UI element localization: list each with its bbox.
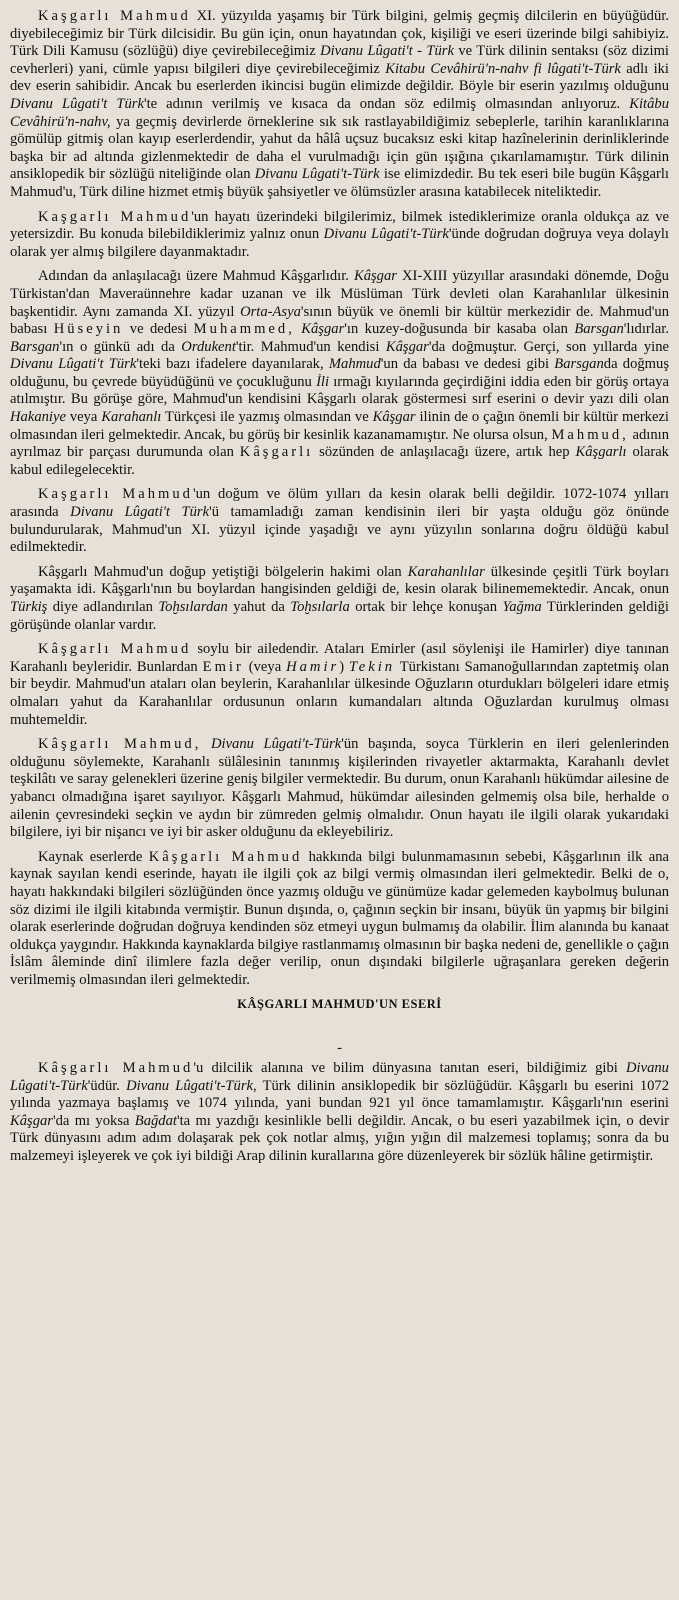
text: 'da doğmuştur. Gerçi, son yıllarda yine <box>428 338 670 355</box>
place-name: Orta-Asya <box>240 303 301 320</box>
paragraph-family <box>10 641 669 729</box>
text: 'un da babası ve dedesi gibi <box>380 356 555 373</box>
text: 'ın kuzey-doğusunda bir kasaba olan <box>344 321 575 338</box>
text: olarak kabul edilegelecektir. <box>10 444 669 478</box>
text: 'da mı yoksa <box>52 1112 135 1129</box>
author-name: Kâşgarlı Mahmud <box>38 1060 194 1077</box>
text: Türklerinden geldiği görüşünde olanlar vardır. <box>10 599 669 633</box>
author-name: Kâşgarlı Mahmud, <box>38 736 202 753</box>
spaced-name: Kâşgarlı <box>239 444 314 461</box>
paragraph-dates <box>10 486 669 556</box>
tribe-name: Yağma <box>502 599 542 615</box>
text: soylu bir ailedendir. Ataları Emirler (asıl söylenişi ile Hamirler) diye tanınan Karahanlı beyleridir. Bunlardan <box>10 641 669 675</box>
text: ve Türk dilinin sentaksı (söz dizimi cevherleri) yani, cümle yapısı bilgileri diye çevirebileceğimiz <box>10 43 669 77</box>
text: 'un hayatı üzerindeki bilgilerimiz, bilmek istediklerimize oranla oldukça az ve yetersizdir. Bu konuda bilebildiklerimiz yalnız onun <box>10 208 669 243</box>
paragraph-tribes <box>10 564 669 634</box>
author-name: Kâşgarlı Mahmud <box>148 848 303 865</box>
place-name: Kâşgar <box>301 321 345 338</box>
spaced-name: Hüseyin <box>53 321 124 338</box>
tribe-name: Türkiş <box>10 599 48 615</box>
tribe-name: Toḫsılardan <box>158 599 228 615</box>
text: ise elimizdedir. Bu tek eseri bile bugün Kâşgarlı Mahmud'u, Türk diline hizmet etmiş büyük şahsiyetler ve ölümsüzler arasına katabilecek niteliktedir. <box>10 166 669 200</box>
person-name: Mahmud <box>328 356 381 373</box>
place-name: Kâşgar <box>10 1112 53 1129</box>
text: adının ayrılmaz bir parçası durumunda olan <box>10 426 669 461</box>
text: 'te adının verilmiş ve kısaca da ondan söz edilmiş olmasından anlıyoruz. <box>143 95 630 112</box>
text: Türkistanı Samanoğullarından zaptetmiş olan bir beydir. Mahmud'un ataları olan beylerin, Karahanlılar ülkesinde Oğuzların oturdukları bölgeleri idare etmiş olmaları yahut da Karahanlılar ordusunun onların kumandaları altında Oğuzlardan kurulmuş olması muhtemeldir. <box>10 658 669 728</box>
book-title: Divanu Lûgati't Türk <box>70 504 210 521</box>
text: yahut da <box>227 599 291 615</box>
text: ve dedesi <box>123 321 194 338</box>
text: 'tir. Mahmud'un kendisi <box>235 338 386 355</box>
text: ya geçmiş devirlerde örneklerine sık sık rastlayabildiğimiz sebeplerle, tarihin karanlıklarına gömülüp gitmiş olan kayıp eserlerdendir, yahut da hâlâ uçsuz bucaksız eski kitap hazînelerinin derinliklerinde başka bir ad altında gizlenmektedir de daha el vurulmadığı için gün ışığına çıkarılamamıştır. Türk dilinin ansiklopedik bir sözlüğü niteliğinde olan <box>10 113 669 183</box>
spaced-name: Hamir <box>286 658 340 675</box>
spaced-name: Tekin <box>348 658 396 675</box>
spaced-name: Emir <box>202 658 244 675</box>
text: XI-XIII yüzyıllar arasındaki dönemde, Doğu Türkistan'dan Maveraünnehre kadar uzanan ve ilk Müslüman Türk devleti olan Karahanlılar ülkesinin başkentidir. Aynı zamanda XI. yüzyıl <box>10 268 669 320</box>
book-title: Divanu Lûgati't-Türk, <box>126 1077 257 1094</box>
text: Kaynak eserlerde <box>38 848 149 865</box>
text: 'ü tamamladığı zaman kendisinin ileri bir yaşta olduğu göz önünde bulundurularak, Mahmud'un XI. yüzyıl içinde yaşadığı ve aynı yüzyılın sonlarına doğru öldüğü kabul edilmektedir. <box>10 504 669 556</box>
section-heading: KÂŞGARLI MAHMUD'UN ESERİ <box>237 997 442 1012</box>
author-name: Kâşgarlı Mahmud <box>38 641 192 658</box>
text: Türkçesi ile yazmış olmasından ve <box>161 409 373 426</box>
text: (veya <box>243 658 287 675</box>
person-name: Kâşgarlı <box>575 444 627 461</box>
text: 'ün başında, soyca Türklerin en ileri gelenlerinden olduğunu söylemekte, Karahanlı sülâlesinin tanınmış kişilerinden rivayetler aktarmakta, Karahanlı devlet teşkilâtı ve saray gelenekleri üzerine geniş bilgiler vermektedir. Bu durum, onun Karahanlı hükümdar ailesine de yabancı olmadığına işaret sayılıyor. Kâşgarlı Mahmud, hükümdar ailesinden gelmemiş olsa bile, herhalde o ailenin çevresindeki seçkin ve aydın bir zümreden gelmiş olmalıdır. Onun hayatı ile ilgili olarak yukarıdaki bilgilere, iyi bir nişancı ve iyi bir asker olduğunu da ekleyebiliriz. <box>10 736 669 841</box>
book-title: Divanu Lûgati't Türk <box>10 356 137 373</box>
spaced-name: Mahmud, <box>551 426 629 443</box>
book-title: Divanu Lûgati't-Türk <box>323 226 449 243</box>
text: 'teki bazı ifadelere dayanılarak, <box>136 356 329 373</box>
author-name: Kaşgarlı Mahmud <box>38 8 191 24</box>
text: hakkında bilgi bulunmamasının sebebi, Kâşgarlının ilk ana kaynak sayılan kendi eserinde, hayatı ile ilgili çok az bilgi vermiş olmasından ileri gelmektedir. Belki de o, hayatı hakkındaki bilgileri sözlüğünden önce yazmış olduğu ve günümüze kadar gelemeden kaybolmuş bulunan söz dizimi ile ilgili kitabında vermiştir. Bunun dışında, o, çağının seçkin bir insanı, büyük ün yapmış bir bilgini olarak eserlerinde doğrudan doğruya kendinden söz etmeyi uygun bulmamış da olabilir. İlim alanında bu kanaat oldukça yaygındır. Hakkında kaynaklarda bilgiye rastlanmamış olmasının bir başka nedeni de, genellikle o çağın İslâm âleminde dinî ilimlere fazla değer verilip, onun dışındaki bilgilerle uğraşanlara gereken değerin verilmemiş olmasından ileri gelmektedir. <box>10 848 669 988</box>
place-name: İli <box>316 373 330 390</box>
text: ) <box>339 658 349 675</box>
text: 'üdür. <box>87 1077 127 1094</box>
text: 'sının büyük ve önemli bir kültür merkezidir de. Mahmud'un babası <box>10 303 670 338</box>
place-name: Barsgan <box>554 356 604 373</box>
book-title: Divanu Lûgati't - Türk <box>320 43 454 60</box>
text: ırmağı kıyılarında geçirdiğini iddia eden bir görüş ortaya atılmıştır. Bu görüşe göre, Mahmud'un kendisini Kâşgarlı olarak göstermesi sırf eserini o devir yazı dili olan <box>10 373 669 408</box>
place-name: Barsgan <box>574 321 624 338</box>
text: ülkesinde çeşitli Türk boyları yaşamakta idi. Kâşgarlı'nın bu boylardan hangisinden geldiği de, kesin olarak bilinememektedir. Ancak, onun <box>10 563 669 598</box>
text: ilinin de o çağın önemli bir kültür merkezi olmasından ileri gelmektedir. Ancak, bu görüş bir kesinlik kazanamamıştır. Ne olursa olsun, <box>10 409 669 443</box>
paragraph-sources <box>10 849 669 990</box>
spaced-name: Muhammed, <box>193 321 295 338</box>
place-name: Kâşgar <box>385 338 429 355</box>
text: Kâşgarlı Mahmud'un doğup yetiştiği bölgelerin hakimi olan <box>38 563 408 580</box>
place-name: Bağdat <box>134 1112 177 1129</box>
text: da doğmuş olduğunu, bu çevrede büyüdüğünü ve çocukluğunu <box>10 356 670 390</box>
paragraph-intro <box>10 8 669 202</box>
author-name: Kaşgarlı Mahmud <box>38 486 193 503</box>
text: diye adlandırılan <box>47 599 159 615</box>
text: ortak bir lehçe konuşan <box>349 599 503 615</box>
book-title: Divanu Lûgati't-Türk <box>254 166 380 183</box>
text: 'lıdırlar. <box>623 321 669 338</box>
place-name: Kâşgar <box>353 268 397 285</box>
book-title: Kitabu Cevâhirü'n-nahv fi lûgati't-Türk <box>385 60 621 77</box>
text: Adından da anlaşılacağı üzere Mahmud Kâşgarlıdır. <box>38 268 354 285</box>
text: veya <box>65 409 102 426</box>
place-name: Barsgan <box>10 338 60 355</box>
text: sözünden de anlaşılacağı üzere, artık hep <box>313 444 576 461</box>
text: adlı iki dev eserin sahibidir. Ancak bu eserlerden ikincisi bugün elimizde değildir. Böyle bir eserin yazılmış olduğunu <box>10 60 669 95</box>
book-title: Divanu Lûgati't-Türk <box>10 1060 669 1094</box>
language-name: Hakaniye <box>10 409 66 426</box>
stray-dash: - <box>337 1040 342 1057</box>
dynasty-name: Karahanlılar <box>407 563 485 580</box>
text: 'ünde doğrudan doğruya veya dolaylı olarak yer almış bilgilere dayanmaktadır. <box>10 226 669 260</box>
author-name: Kaşgarlı Mahmud <box>38 208 192 225</box>
place-name: Ordukent <box>181 338 236 355</box>
paragraph-dynasty <box>10 736 669 842</box>
paragraph-origin <box>10 268 669 479</box>
text: 'ta mı yazdığı kesinlikle belli değildir. Ancak, o bu eseri yazabilmek için, o devir Türk dünyasını adım adım dolaşarak pek çok notlar almış, yığın yığın dil malzemesi toplamış; sonra da bu malzemeyi işleyerek ve çok iyi bildiği Arap dilinin kurallarına göre düzenleyerek bir sözlük hâline getirmiştir. <box>10 1112 669 1165</box>
text <box>201 736 211 752</box>
book-title: Divanu Lûgati't-Türk <box>210 736 342 753</box>
text: 'u dilcilik alanına ve bilim dünyasına tanıtan eseri, bildiğimiz gibi <box>193 1060 627 1077</box>
text: 'ın o günkü adı da <box>59 338 182 355</box>
book-title: Kitâbu Cevâhirü'n-nahv, <box>10 95 669 130</box>
paragraph-work <box>10 1060 669 1166</box>
paragraph-life-info <box>10 209 669 262</box>
text: 'un doğum ve ölüm yılları da kesin olarak belli değildir. 1072-1074 yılları arasında <box>10 486 669 521</box>
tribe-name: Toḫsılarla <box>290 599 350 615</box>
text: Türk dilinin ansiklopedik bir sözlüğüdür. Kâşgarlı bu eserini 1072 yılında yazmaya başlamış ve 1074 yılında, yani bundan 921 yıl önce tamamlamıştır. Kâşgarlı'nın eserini <box>10 1077 670 1112</box>
text: XI. yüzyılda yaşamış bir Türk bilgini, gelmiş geçmiş dilcilerin en büyüğüdür. diyebileceğimiz bir Türk dilcisidir. Bu gün için, onun hayatından çok, kişiliği ve eseri üzerinde bilgi sahibiyiz. Türk Dili Kamusu (sözlüğü) diye çevirebileceğimiz <box>10 8 669 60</box>
language-name: Karahanlı <box>101 409 162 426</box>
place-name: Kâşgar <box>372 409 416 426</box>
book-title: Divanu Lûgati't Türk <box>10 95 144 112</box>
